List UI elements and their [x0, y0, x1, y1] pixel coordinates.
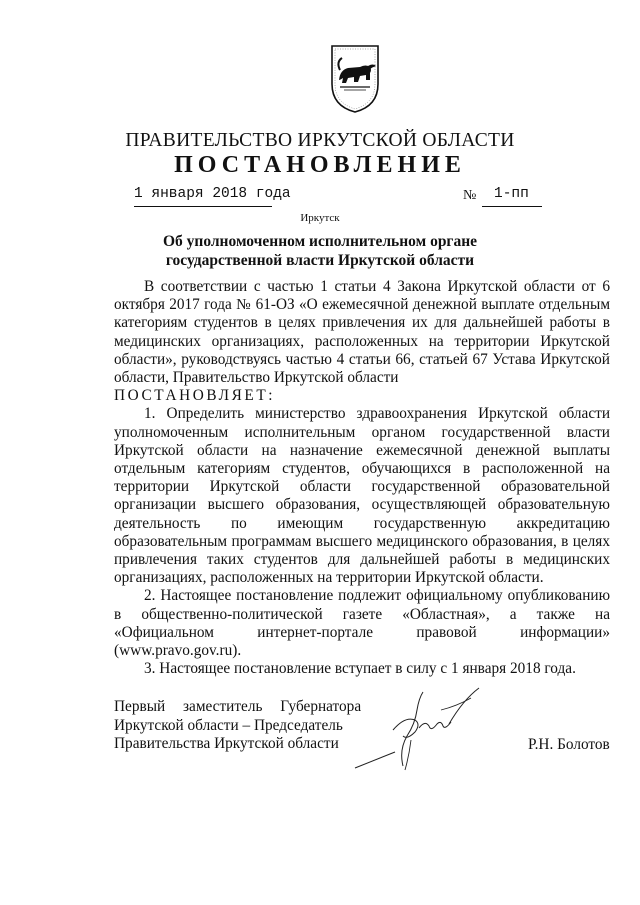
preamble-paragraph: В соответствии с частью 1 статьи 4 Закона Иркутской области от 6 октября 2017 года № 61-ОЗ «О ежемесячной денежной выплате отдельным категориям студентов в целях привлечения их для дальнейшей работы в медицинских организациях, расположенных на территории Иркутской области», руководствуясь частью 4 статьи 66, статьей 67 Устава Иркутской области, Правительство Иркутской области — [114, 278, 610, 387]
number-underline — [482, 206, 542, 207]
resolves-heading: ПОСТАНОВЛЯЕТ: — [114, 387, 276, 405]
coat-of-arms-icon — [326, 40, 384, 116]
handwritten-signature-icon — [345, 680, 495, 780]
city-name: Иркутск — [300, 212, 340, 224]
government-name: ПРАВИТЕЛЬСТВО ИРКУТСКОЙ ОБЛАСТИ — [125, 130, 515, 151]
position-line-3: Правительства Иркутской области — [114, 735, 339, 752]
item-2-paragraph: 2. Настоящее постановление подлежит официальному опубликованию в общественно-политической газете «Областная», а также на «Официальном интернет-портале правовой информации» (www.pravo.gov.ru). — [114, 587, 610, 660]
item-1-paragraph: 1. Определить министерство здравоохранения Иркутской области уполномоченным исполнительным органом государственной власти Иркутской области на назначение ежемесячной денежной выплаты отдельным категориям студентов, обучающихся в расположенной на территории Иркутской области государственной образовательной организации высшего образования, осуществляющей образовательную деятельность по имеющим государственную аккредитацию образовательным программам высшего медицинского образования, в целях привлечения таких студентов для дальнейшей работы в медицинских организациях, расположенных на территории Иркутской области. — [114, 405, 610, 587]
number-sign: № — [463, 188, 477, 203]
subject-line-1: Об уполномоченном исполнительном органе — [162, 233, 478, 250]
decree-body — [114, 278, 610, 678]
signatory-name: Р.Н. Болотов — [528, 736, 610, 753]
document-type: ПОСТАНОВЛЕНИЕ — [174, 152, 466, 178]
position-line-1: Первый заместитель Губернатора — [114, 698, 362, 715]
position-line-2: Иркутской области – Председатель — [114, 716, 343, 734]
item-3-paragraph: 3. Настоящее постановление вступает в силу с 1 января 2018 года. — [144, 660, 576, 678]
subject-line-2: государственной власти Иркутской области — [165, 252, 475, 269]
decree-date: 1 января 2018 года — [134, 186, 291, 202]
decree-number: 1-пп — [494, 186, 529, 202]
signatory-position — [114, 698, 361, 754]
decree-subject — [120, 232, 520, 270]
date-underline — [134, 206, 272, 207]
